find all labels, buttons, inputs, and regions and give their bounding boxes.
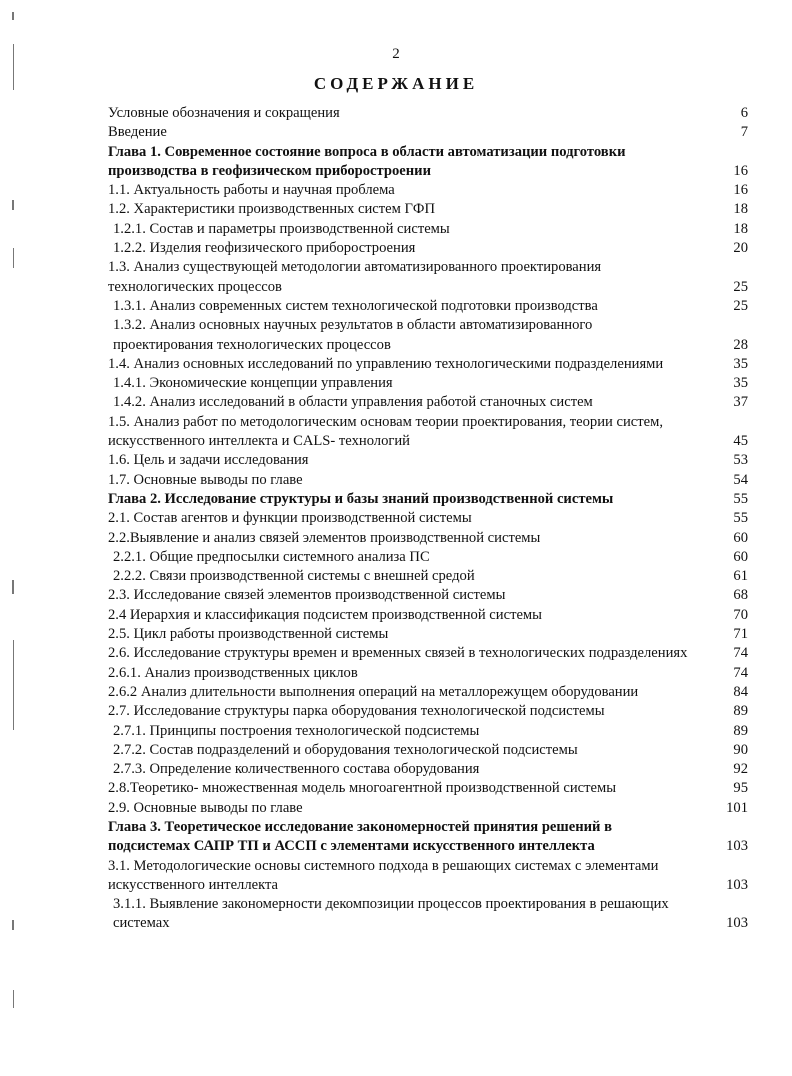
toc-entry-page: 84 — [733, 683, 748, 700]
toc-entry-title: 1.1. Актуальность работы и научная проблема — [108, 182, 395, 199]
toc-entry-title: 1.7. Основные выводы по главе — [108, 471, 303, 488]
toc-entry — [108, 857, 748, 896]
toc-entry-title: 2.7.1. Принципы построения технологической подсистемы — [113, 722, 480, 739]
toc-chapter — [108, 490, 748, 509]
toc-entry — [108, 799, 748, 818]
toc-entry-title: 1.2.1. Состав и параметры производственной системы — [113, 220, 450, 237]
toc-entry-title: 2.3. Исследование связей элементов производственной системы — [108, 587, 506, 604]
toc-entry-page: 6 — [740, 105, 748, 121]
toc-entry-page: 89 — [733, 722, 748, 739]
toc-entry-title: Глава 2. Исследование структуры и базы знаний производственной системы — [108, 490, 614, 507]
table-of-contents — [108, 104, 748, 934]
toc-entry-page: 28 — [733, 336, 748, 353]
toc-entry-page: 20 — [733, 240, 748, 257]
toc-subentry — [108, 567, 748, 586]
toc-entry-page: 89 — [733, 703, 748, 720]
toc-subentry — [108, 316, 748, 355]
page-number: 2 — [392, 46, 400, 62]
toc-entry-title: 1.5. Анализ работ по методологическим основам теории проектирования, теории систем, искусственного интеллекта и CALS- технологий — [108, 413, 663, 450]
toc-entry-page: 68 — [733, 587, 748, 604]
toc-subentry — [108, 239, 748, 258]
toc-chapter — [108, 818, 748, 857]
toc-entry-page: 103 — [726, 915, 748, 932]
toc-entry-page: 92 — [733, 761, 748, 778]
toc-entry-title: 2.6. Исследование структуры времен и временных связей в технологических подразделениях — [108, 645, 688, 662]
toc-subentry — [108, 548, 748, 567]
toc-entry — [108, 529, 748, 548]
toc-entry — [108, 471, 748, 490]
toc-entry-page: 18 — [733, 201, 748, 218]
toc-entry-page: 70 — [733, 606, 748, 623]
toc-entry-title: 1.3.2. Анализ основных научных результатов в области автоматизированного проектирования технологических процессов — [113, 317, 593, 353]
toc-entry-title: Глава 3. Теоретическое исследование закономерностей принятия решений в подсистемах САПР ТП и АССП с элементами искусственного интеллекта — [108, 818, 612, 855]
toc-entry-page: 18 — [733, 220, 748, 237]
toc-subentry — [108, 722, 748, 741]
toc-entry-title: 1.2. Характеристики производственных систем ГФП — [108, 201, 435, 218]
toc-entry-page: 54 — [733, 471, 748, 488]
toc-entry-page: 60 — [733, 529, 748, 546]
toc-entry — [108, 644, 748, 663]
toc-subentry — [108, 760, 748, 779]
toc-entry-title: 2.1. Состав агентов и функции производственной системы — [108, 510, 472, 527]
toc-entry-title: 1.3.1. Анализ современных систем технологической подготовки производства — [113, 297, 598, 314]
toc-entry-title: 2.9. Основные выводы по главе — [108, 799, 303, 816]
toc-subentry — [108, 393, 748, 412]
toc-entry-title: 2.8.Теоретико- множественная модель многоагентной производственной системы — [108, 780, 617, 797]
toc-entry — [108, 258, 748, 297]
toc-entry-page: 103 — [726, 876, 748, 893]
toc-entry-page: 25 — [733, 297, 748, 314]
toc-entry-page: 61 — [733, 568, 748, 585]
toc-entry — [108, 625, 748, 644]
toc-entry-title: 2.4 Иерархия и классификация подсистем производственной системы — [108, 606, 542, 623]
toc-entry-page: 55 — [733, 490, 748, 507]
toc-entry — [108, 200, 748, 219]
toc-entry — [108, 664, 748, 683]
toc-entry-page: 103 — [726, 838, 748, 855]
toc-entry-title: 2.2.2. Связи производственной системы с внешней средой — [113, 568, 475, 585]
toc-entry — [108, 181, 748, 200]
toc-heading: СОДЕРЖАНИЕ — [313, 74, 479, 93]
toc-entry — [108, 683, 748, 702]
toc-entry-page: 35 — [733, 355, 748, 372]
toc-entry-title: 1.6. Цель и задачи исследования — [108, 452, 309, 469]
toc-entry-title: 1.2.2. Изделия геофизического приборостроения — [113, 240, 416, 257]
toc-entry-page: 45 — [733, 433, 748, 450]
toc-entry-title: 1.4.1. Экономические концепции управления — [113, 375, 393, 392]
toc-entry — [108, 413, 748, 452]
toc-entry-title: 2.6.2 Анализ длительности выполнения операций на металлорежущем оборудовании — [108, 683, 639, 700]
toc-entry — [108, 123, 748, 142]
toc-entry — [108, 355, 748, 374]
toc-entry-page: 35 — [733, 375, 748, 392]
toc-entry-title: 2.6.1. Анализ производственных циклов — [108, 664, 358, 681]
toc-subentry — [108, 374, 748, 393]
toc-entry-title: 3.1. Методологические основы системного подхода в решающих системах с элементами искусственного интеллекта — [108, 857, 659, 893]
toc-subentry — [108, 297, 748, 316]
toc-entry — [108, 606, 748, 625]
toc-entry-title: 2.7. Исследование структуры парка оборудования технологической подсистемы — [108, 703, 605, 720]
toc-entry-title: Введение — [108, 124, 167, 141]
toc-entry-page: 90 — [733, 741, 748, 758]
toc-entry-page: 16 — [733, 162, 748, 179]
toc-entry-page: 101 — [726, 799, 748, 816]
toc-entry-page: 16 — [733, 182, 748, 199]
toc-entry-page: 60 — [733, 548, 748, 565]
toc-entry-page: 55 — [733, 510, 748, 527]
toc-entry — [108, 509, 748, 528]
toc-entry — [108, 104, 748, 123]
toc-entry-page: 53 — [733, 452, 748, 469]
toc-entry — [108, 586, 748, 605]
toc-entry-title: 1.4.2. Анализ исследований в области управления работой станочных систем — [113, 394, 593, 411]
toc-entry-title: 3.1.1. Выявление закономерности декомпозиции процессов проектирования в решающих системах — [113, 896, 669, 932]
toc-entry-title: Глава 1. Современное состояние вопроса в области автоматизации подготовки производства в геофизическом приборостроении — [108, 143, 626, 179]
toc-entry-page: 71 — [733, 626, 748, 643]
toc-entry-title: 2.2.Выявление и анализ связей элементов производственной системы — [108, 529, 541, 546]
toc-entry — [108, 451, 748, 470]
toc-chapter — [108, 143, 748, 182]
toc-entry-title: 1.4. Анализ основных исследований по управлению технологическими подразделениями — [108, 355, 664, 372]
scan-margin-marks — [4, 0, 20, 1076]
toc-subentry — [108, 895, 748, 934]
toc-entry — [108, 779, 748, 798]
toc-entry-title: 2.5. Цикл работы производственной системы — [108, 626, 389, 643]
toc-entry — [108, 702, 748, 721]
toc-entry-page: 37 — [733, 394, 748, 411]
toc-entry-title: 2.7.2. Состав подразделений и оборудования технологической подсистемы — [113, 741, 578, 758]
toc-entry-title: 2.2.1. Общие предпосылки системного анализа ПС — [113, 548, 430, 565]
toc-entry-page: 95 — [733, 780, 748, 797]
toc-subentry — [108, 220, 748, 239]
toc-entry-title: 2.7.3. Определение количественного состава оборудования — [113, 761, 480, 778]
toc-entry-title: Условные обозначения и сокращения — [108, 105, 340, 121]
toc-entry-page: 7 — [740, 124, 748, 141]
toc-entry-page: 74 — [733, 645, 748, 662]
toc-entry-page: 25 — [733, 278, 748, 295]
toc-subentry — [108, 741, 748, 760]
toc-entry-title: 1.3. Анализ существующей методологии автоматизированного проектирования технологических процессов — [108, 259, 602, 295]
toc-entry-page: 74 — [733, 664, 748, 681]
